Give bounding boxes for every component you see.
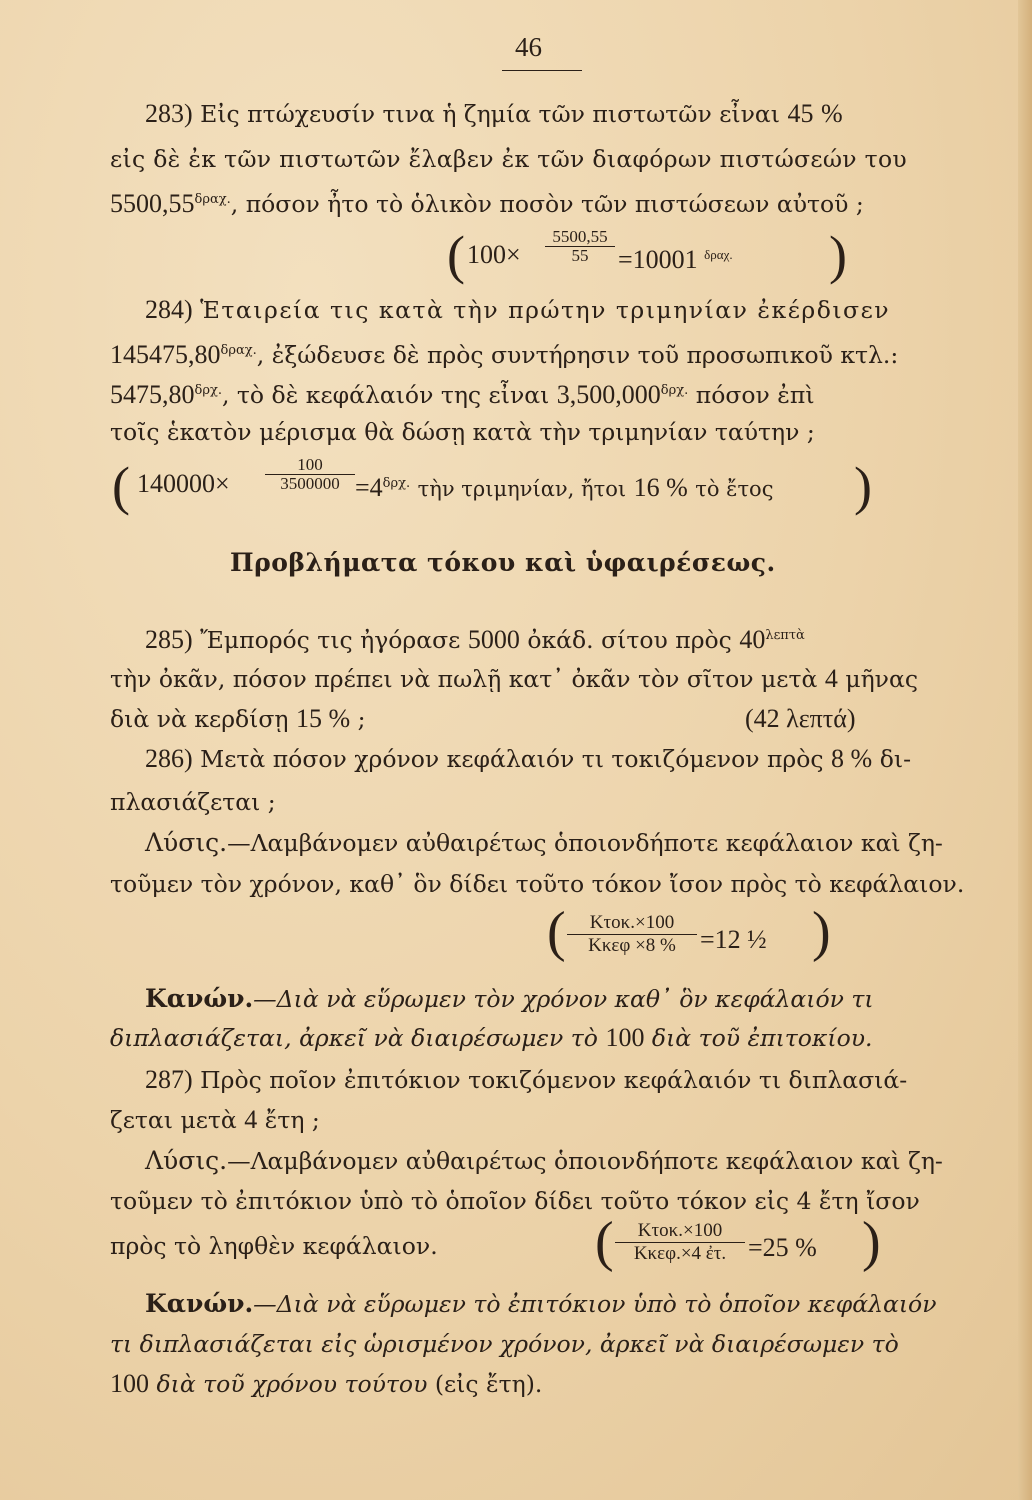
result: =10001 xyxy=(618,245,698,274)
text: —Λαμβάνομεν αὐθαιρέτως ὁποιονδήποτε κεφάλαιον καὶ ζη- xyxy=(227,829,943,857)
number: 145475,80 xyxy=(110,340,221,369)
text: ζεται μετὰ xyxy=(110,1106,237,1134)
text: μῆνας xyxy=(845,665,918,693)
number: 100 xyxy=(110,1369,149,1398)
unit: δραχ. xyxy=(704,247,733,262)
problem-284-line-3 xyxy=(110,377,815,409)
problem-283-line-2: εἰς δὲ ἐκ τῶν πιστωτῶν ἔλαβεν ἐκ τῶν διαφόρων πιστώσεών του xyxy=(110,145,907,173)
denominator: 3500000 xyxy=(280,474,340,493)
number: 5475,80 xyxy=(110,380,195,409)
result: =4 xyxy=(355,473,383,502)
text: ; xyxy=(357,705,366,733)
text: , ἐξώδευσε δὲ πρὸς συντήρησιν τοῦ προσωπικοῦ κτλ.: xyxy=(256,341,899,369)
formula-287-fraction xyxy=(615,1220,745,1265)
formula-286-result: =12 ½ xyxy=(700,925,767,954)
left-paren: ( xyxy=(595,1211,614,1273)
formula-283-result xyxy=(618,241,733,274)
formula-284-prefix: 140000× xyxy=(137,469,230,498)
rule-287-line-3 xyxy=(110,1370,542,1398)
problem-286-line-2: πλασιάζεται ; xyxy=(110,788,276,816)
percent: 8 % xyxy=(831,744,873,773)
solution-287-line-1 xyxy=(145,1147,943,1175)
percent: 16 % xyxy=(633,473,688,502)
problem-286-line-1 xyxy=(145,745,911,773)
number: 45 xyxy=(787,99,814,128)
right-paren: ) xyxy=(812,901,831,963)
number: 4 xyxy=(244,1105,258,1134)
problem-285-line-3 xyxy=(110,705,366,733)
problem-285-line-1 xyxy=(145,622,805,654)
solution-286-line-1 xyxy=(145,829,943,857)
problem-number: 284) xyxy=(145,295,193,324)
problem-287-line-2 xyxy=(110,1106,320,1134)
text: διὰ νὰ κερδίσῃ xyxy=(110,705,289,733)
unit: δρχ. xyxy=(660,383,689,398)
text: Ἔμπορός τις ἠγόρασε xyxy=(200,626,461,654)
problem-283-line-1 xyxy=(145,100,843,128)
unit: δρχ. xyxy=(382,476,411,491)
right-paren: ) xyxy=(862,1211,881,1273)
text: ὀκάδ. σίτου πρὸς xyxy=(527,626,732,654)
number: 5000 xyxy=(467,625,520,654)
problem-number: 286) xyxy=(145,744,193,773)
text: , τὸ δὲ κεφάλαιόν της εἶναι xyxy=(221,381,550,409)
formula-283-prefix: 100× xyxy=(467,240,521,269)
formula-287-result: =25 % xyxy=(748,1233,817,1262)
formula-286-fraction xyxy=(567,912,697,957)
denominator: Κκεφ.×4 ἐτ. xyxy=(633,1243,727,1264)
problem-number: 287) xyxy=(145,1065,193,1094)
solution-287-line-2: τοῦμεν τὸ ἐπιτόκιον ὑπὸ τὸ ὁποῖον δίδει τοῦτο τόκον εἰς 4 ἔτη ἴσον xyxy=(110,1187,920,1215)
text: δι- xyxy=(879,745,912,773)
text: —Διὰ νὰ εὕρωμεν τὸ ἐπιτόκιον ὑπὸ τὸ ὁποῖον κεφάλαιόν xyxy=(253,1290,937,1318)
problem-284-line-1 xyxy=(145,296,890,324)
text: Πρὸς ποῖον ἐπιτόκιον τοκιζόμενον κεφάλαιόν τι διπλασιά- xyxy=(200,1066,908,1094)
text: (εἰς ἔτη). xyxy=(434,1370,543,1398)
problem-284-line-2 xyxy=(110,337,898,369)
number: 3,500,000 xyxy=(556,380,661,409)
solution-286-line-2: τοῦμεν τὸν χρόνον, καθ᾽ ὃν δίδει τοῦτο τόκον ἴσον πρὸς τὸ κεφάλαιον. xyxy=(110,870,965,898)
text: —Διὰ νὰ εὕρωμεν τὸν χρόνον καθ᾽ ὃν κεφάλαιόν τι xyxy=(253,985,874,1013)
text: Ἑταιρεία τις κατὰ τὴν πρώτην τριμηνίαν ἐκέρδισεν xyxy=(200,296,891,324)
unit: λεπτὰ xyxy=(765,628,805,643)
text: διὰ τοῦ χρόνου τούτου xyxy=(156,1370,428,1398)
text: πόσον ἐπὶ xyxy=(695,381,815,409)
left-paren: ( xyxy=(112,456,130,516)
page-edge xyxy=(1018,0,1032,1500)
numerator: 100 xyxy=(265,456,355,475)
text: τὸ ἔτος xyxy=(695,477,774,501)
right-paren: ) xyxy=(829,225,847,285)
page-number-rule xyxy=(502,70,582,71)
formula-284-fraction xyxy=(265,456,355,493)
text: Εἰς πτώχευσίν τινα ἡ ζημία τῶν πιστωτῶν εἶναι xyxy=(200,100,780,128)
rule-label: Κανών. xyxy=(145,984,254,1013)
rule-286-line-2 xyxy=(110,1024,872,1052)
rule-287-line-1 xyxy=(145,1290,937,1318)
problem-283-line-3 xyxy=(110,186,864,218)
solution-287-line-3: πρὸς τὸ ληφθὲν κεφάλαιον. xyxy=(110,1232,438,1260)
text: ἔτη ; xyxy=(264,1106,320,1134)
formula-284-result xyxy=(355,470,773,503)
problem-285-answer: (42 λεπτά) xyxy=(745,704,856,733)
rule-287-line-2: τι διπλασιάζεται εἰς ὡρισμένον χρόνον, ἀρκεῖ νὰ διαιρέσωμεν τὸ xyxy=(110,1330,899,1358)
number: 4 xyxy=(824,664,838,693)
problem-number: 285) xyxy=(145,625,193,654)
right-paren: ) xyxy=(854,456,872,516)
number: 40 xyxy=(739,625,766,654)
numerator: Κτοκ.×100 xyxy=(567,912,697,935)
percent: 15 % xyxy=(295,704,351,733)
left-paren: ( xyxy=(547,901,566,963)
problem-number: 283) xyxy=(145,99,193,128)
rule-286-line-1 xyxy=(145,985,874,1013)
numerator: Κτοκ.×100 xyxy=(615,1220,745,1243)
percent-sign: % xyxy=(820,99,843,128)
formula-283-fraction xyxy=(545,228,615,265)
left-paren: ( xyxy=(447,225,465,285)
number: 5500,55 xyxy=(110,189,195,218)
unit: δραχ. xyxy=(220,343,257,358)
text: Μετὰ πόσον χρόνον κεφάλαιόν τι τοκιζόμενον πρὸς xyxy=(200,745,824,773)
section-heading: Προβλήματα τόκου καὶ ὑφαιρέσεως. xyxy=(230,548,776,577)
solution-label: Λύσις. xyxy=(145,1146,228,1175)
denominator: Κκεφ ×8 % xyxy=(588,935,676,956)
solution-label: Λύσις. xyxy=(145,828,228,857)
problem-287-line-1 xyxy=(145,1066,907,1094)
text: τὴν τριμηνίαν, ἤτοι xyxy=(417,477,627,501)
page-number: 46 xyxy=(515,32,542,62)
problem-284-line-4: τοῖς ἑκατὸν μέρισμα θὰ δώσῃ κατὰ τὴν τριμηνίαν ταύτην ; xyxy=(110,418,815,446)
text: διὰ τοῦ ἐπιτοκίου. xyxy=(651,1024,873,1052)
text: —Λαμβάνομεν αὐθαιρέτως ὁποιονδήποτε κεφάλαιον καὶ ζη- xyxy=(227,1147,943,1175)
number: 100 xyxy=(605,1023,645,1052)
text: διπλασιάζεται, ἀρκεῖ νὰ διαιρέσωμεν τὸ xyxy=(110,1024,598,1052)
text: τὴν ὀκᾶν, πόσον πρέπει νὰ πωλῇ κατ᾽ ὀκᾶν τὸν σῖτον μετὰ xyxy=(110,665,818,693)
denominator: 55 xyxy=(571,246,589,265)
numerator: 5500,55 xyxy=(545,228,615,247)
unit: δρχ. xyxy=(194,383,222,398)
problem-285-line-2 xyxy=(110,665,918,693)
unit: δραχ. xyxy=(194,192,231,207)
rule-label: Κανών. xyxy=(145,1289,254,1318)
text: , πόσον ἦτο τὸ ὁλικὸν ποσὸν τῶν πιστώσεων αὐτοῦ ; xyxy=(230,190,864,218)
